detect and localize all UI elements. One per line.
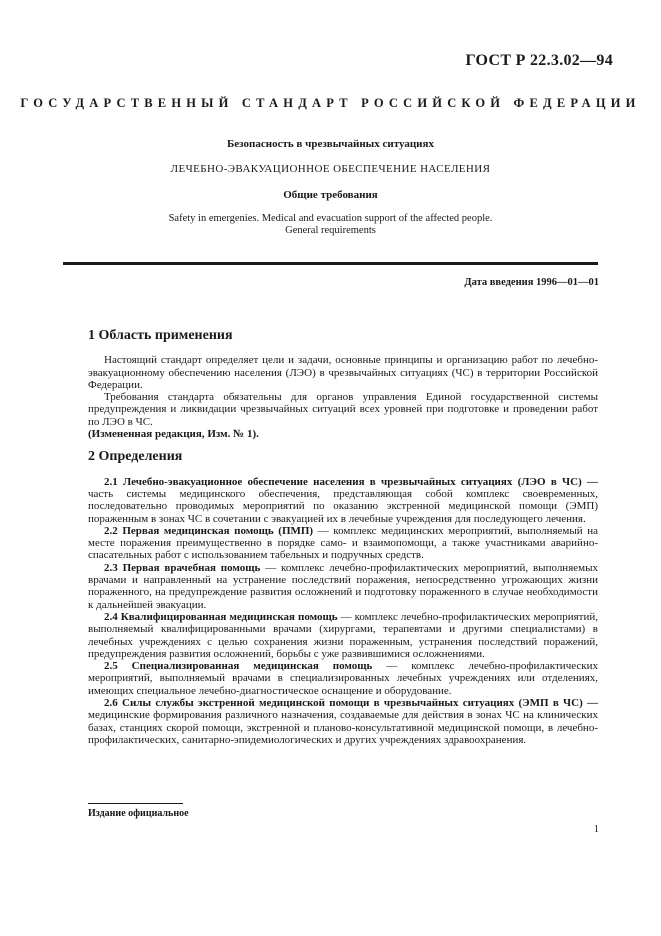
definition-term: 2.3 Первая врачебная помощь bbox=[104, 561, 261, 574]
section-1-paragraph-2: Требования стандарта обязательны для органов управления Единой государственной системы предупреждения и ликвидации чрезвычайных ситуаций всех уровней при подготовке и проведении работ по ЛЭО в ЧС. bbox=[88, 391, 598, 428]
introduction-date: Дата введения 1996—01—01 bbox=[464, 277, 599, 288]
definition-text: — комплекс лечебно-профилактических мероприятий, выполняемый врачами в специализированных лечебных учреждениях или отделениях, имеющих специальное лечебно-диагностическое оснащение и оборудование. bbox=[88, 660, 598, 697]
definition-text: — комплекс лечебно-профилактических мероприятий, выполняемый квалифицированными врачами (хирургами, терапевтами и другими специалистами) в лечебных учреждениях с целью сохранения жизни пораженным, устранения последствий поражений, предупреждения развития осложнений, борьбы с уже развившимися осложнениями. bbox=[88, 610, 598, 660]
definition-term: 2.5 Специализированная медицинская помощь bbox=[104, 660, 373, 673]
definition-text: медицинские формирования различного назначения, создаваемые для действия в зонах ЧС на клинических базах, станциях скорой помощи, экстренной и планово-консультативной медицинской помощи, в лечебно-профилактических, санитарно-эпидемиологических и других учреждениях здравоохранения. bbox=[88, 709, 598, 746]
english-title-line-1: Safety in emergenies. Medical and evacuation support of the affected people. bbox=[168, 213, 493, 224]
section-1-heading: 1 Область применения bbox=[88, 328, 233, 343]
definition-2-4 bbox=[88, 611, 598, 660]
definition-2-1 bbox=[88, 476, 598, 525]
footer-divider bbox=[88, 803, 183, 804]
document-body bbox=[88, 330, 598, 746]
definition-2-2 bbox=[88, 525, 598, 562]
definition-2-3 bbox=[88, 562, 598, 611]
definition-term: 2.6 Силы службы экстренной медицинской помощи в чрезвычайных ситуациях (ЭМП в ЧС) — bbox=[104, 697, 598, 710]
header-divider bbox=[63, 262, 598, 265]
gost-code: ГОСТ Р 22.3.02—94 bbox=[465, 52, 613, 69]
english-title bbox=[0, 213, 661, 237]
definition-2-6 bbox=[88, 697, 598, 746]
definition-term: 2.1 Лечебно-эвакуационное обеспечение населения в чрезвычайных ситуациях (ЛЭО в ЧС) — bbox=[104, 475, 598, 488]
document-subtitle: Общие требования bbox=[283, 189, 378, 201]
definition-term: 2.4 Квалифицированная медицинская помощь bbox=[104, 610, 338, 623]
definition-term: 2.2 Первая медицинская помощь (ПМП) bbox=[104, 524, 314, 537]
document-title: ЛЕЧЕБНО-ЭВАКУАЦИОННОЕ ОБЕСПЕЧЕНИЕ НАСЕЛЕНИЯ bbox=[170, 163, 491, 175]
official-edition-label: Издание официальное bbox=[88, 808, 189, 819]
section-2-heading: 2 Определения bbox=[88, 449, 183, 465]
definition-2-5 bbox=[88, 660, 598, 697]
definition-text: — комплекс медицинских мероприятий, выполняемый на месте поражения преимущественно в порядке само- и взаимопомощи, а также участниками аварийно-спасательных работ с использованием табельных и подручных средств. bbox=[88, 524, 598, 562]
definition-text: — комплекс лечебно-профилактических мероприятий, выполняемых врачами и направленный на устранение последствий поражения, непосредственно угрожающих жизни пораженного, на предупреждение развития осложнений и подготовку пораженного в случае необходимости к дальнейшей эвакуации. bbox=[88, 561, 598, 611]
english-title-line-2: General requirements bbox=[285, 225, 376, 236]
topic-line: Безопасность в чрезвычайных ситуациях bbox=[227, 138, 434, 150]
section-1-paragraph-1: Настоящий стандарт определяет цели и задачи, основные принципы и организацию работ по лечебно-эвакуационному обеспечению населения (ЛЭО) в чрезвычайных ситуациях (ЧС) в территории Российской Федерации. bbox=[88, 354, 598, 391]
definition-text: часть системы медицинского обеспечения, представляющая собой комплекс своевременных, последовательно проводимых мероприятий по оказанию экстренной медицинской помощи (ЭМП) пораженным в зонах ЧС в сочетании с эвакуацией их в лечебные учреждения для последующего лечения. bbox=[88, 487, 598, 525]
state-standard-banner: ГОСУДАРСТВЕННЫЙ СТАНДАРТ РОССИЙСКОЙ ФЕДЕРАЦИИ bbox=[20, 96, 641, 110]
amendment-note: (Измененная редакция, Изм. № 1). bbox=[88, 428, 259, 441]
page-number: 1 bbox=[593, 824, 599, 835]
